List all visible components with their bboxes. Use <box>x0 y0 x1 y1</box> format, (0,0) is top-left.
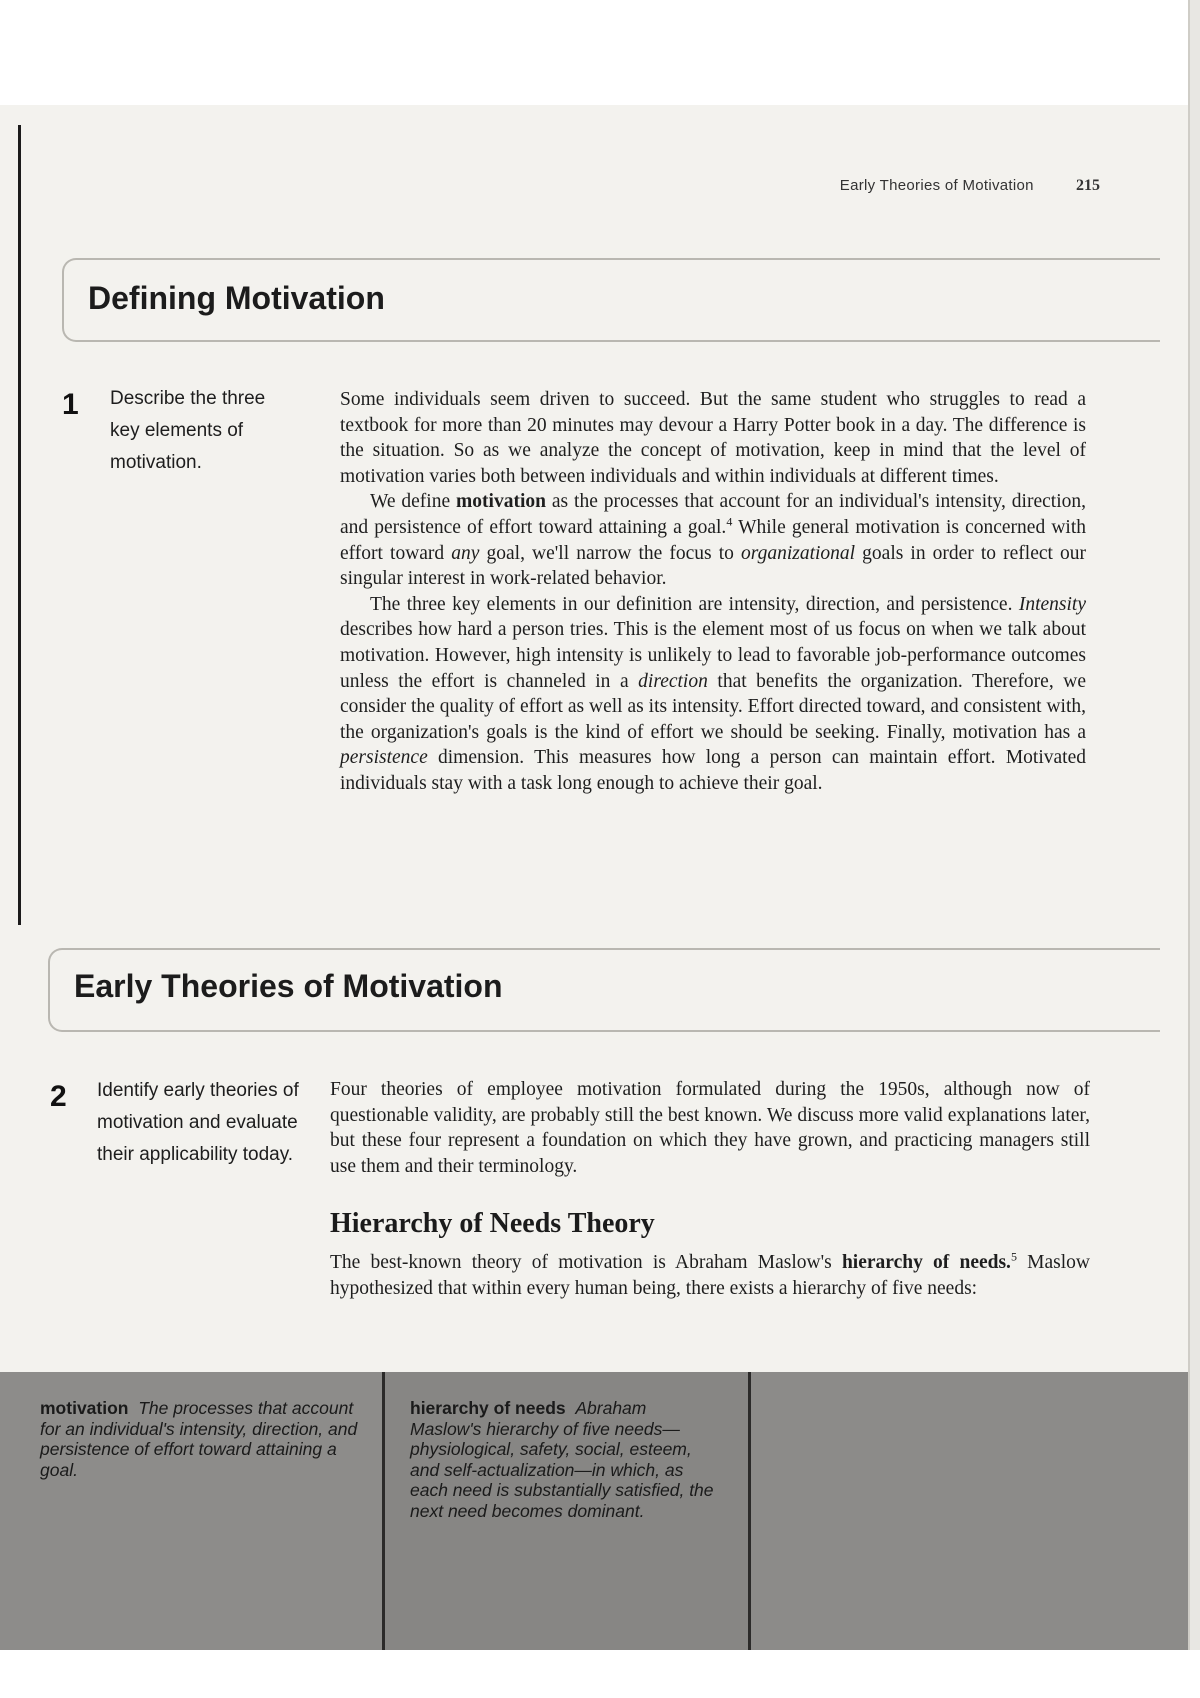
page-edge <box>1188 0 1200 1698</box>
paragraph: Four theories of employee motivation formulated during the 1950s, although now of questionable validity, are probably still the best known. We discuss more valid explanations later, but these four represent a foundation on which they have grown, and practicing managers still use them and their terminology. <box>330 1079 1090 1177</box>
section-header-early-theories <box>48 948 1160 1032</box>
early-theories-body <box>330 1077 1090 1179</box>
hierarchy-body <box>330 1250 1090 1301</box>
paragraph: We define motivation as the processes that account for an individual's intensity, direction, and persistence of effort toward attaining a goal.$^4$ While general motivation is concerned with effort toward any goal, we'll narrow the focus to organizational goals in order to reflect our singular interest in work-related behavior. <box>340 491 1086 590</box>
key-term: motivation <box>456 491 546 513</box>
page-number: 215 <box>1076 177 1100 194</box>
running-head-title: Early Theories of Motivation <box>839 177 1034 194</box>
footnote-ref: 4 <box>726 514 733 529</box>
subheading: Hierarchy of Needs Theory <box>330 1208 655 1239</box>
binding-shadow <box>18 125 21 925</box>
scan-margin-top <box>0 0 1200 105</box>
section-title: Early Theories of Motivation <box>74 968 503 1004</box>
defining-motivation-body <box>340 387 1086 797</box>
paragraph: Some individuals seem driven to succeed. But the same student who struggles to read a textbook for more than 20 minutes may devour a Harry Potter book in a day. The difference is the situation. So as we analyze the concept of motivation, keep in mind that the level of motivation varies both between individuals and within individuals at different times. <box>340 389 1086 487</box>
section-header-defining-motivation <box>62 258 1160 342</box>
glossary-term: motivation <box>40 1398 129 1418</box>
glossary-entry-motivation <box>40 1398 360 1480</box>
glossary-definition: Abraham Maslow's hierarchy of five needs—physiological, safety, social, esteem, and self-actualization—in which, as each need is substantially satisfied, the next need becomes dominant. <box>410 1398 714 1521</box>
learning-objective-text: Describe the three key elements of motivation. <box>110 388 266 473</box>
glossary-entry-hierarchy-of-needs <box>410 1398 720 1521</box>
glossary-column-empty <box>750 1372 1188 1650</box>
key-term: hierarchy of needs. <box>841 1252 1011 1273</box>
paragraph: The three key elements in our definition are intensity, direction, and persistence. Intensity describes how hard a person tries. This is the element most of us focus on when we talk about motivation. However, high intensity is unlikely to lead to favorable job-performance outcomes unless the effort is channeled in a direction that benefits the organization. Therefore, we consider the quality of effort as well as its intensity. Effort directed toward, and consistent with, the organization's goals is the kind of effort we should be seeking. Finally, motivation has a persistence dimension. This measures how long a person can maintain effort. Motivated individuals stay with a task long enough to achieve their goal. <box>340 593 1086 794</box>
glossary-divider <box>748 1372 751 1650</box>
glossary-term: hierarchy of needs <box>410 1398 566 1418</box>
paragraph: The best-known theory of motivation is Abraham Maslow's hierarchy of needs.$^5$ Maslow hypothesized that within every human being, there exists a hierarchy of five needs: <box>330 1249 1090 1299</box>
glossary-definition: The processes that account for an individual's intensity, direction, and persistence of effort toward attaining a goal. <box>40 1398 358 1480</box>
learning-objective-number: 1 <box>62 388 79 421</box>
learning-objective-text: Identify early theories of motivation and evaluate their applicability today. <box>97 1080 299 1165</box>
running-head <box>780 177 1100 195</box>
scan-margin-bottom <box>0 1650 1200 1698</box>
glossary-divider <box>382 1372 385 1650</box>
footnote-ref: 5 <box>1010 1249 1017 1264</box>
learning-objective-number: 2 <box>50 1080 67 1113</box>
section-title: Defining Motivation <box>88 280 385 316</box>
